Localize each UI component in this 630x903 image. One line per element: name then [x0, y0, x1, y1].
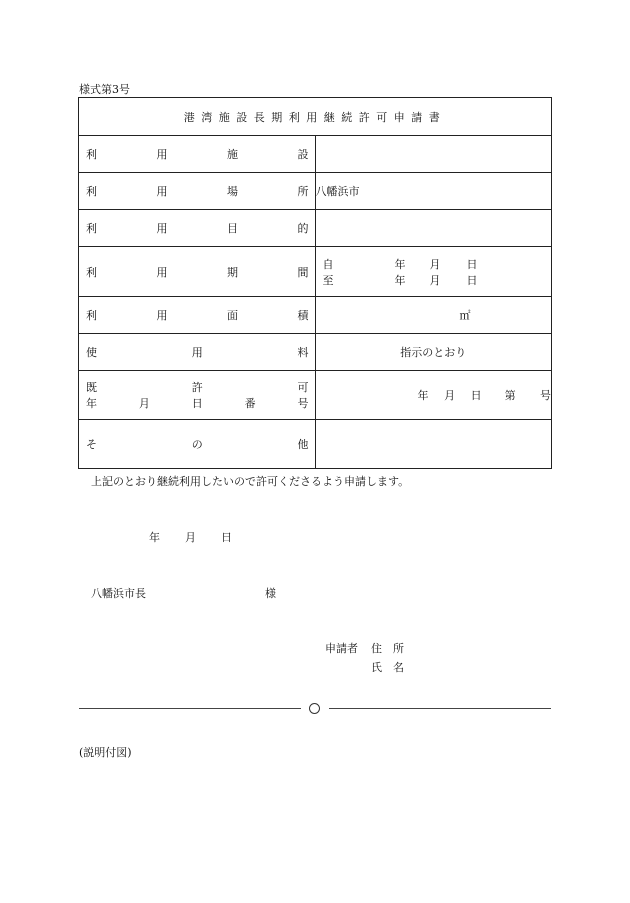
period-end: 至 年 月 日	[322, 273, 478, 287]
addressee-name: 八幡浜市長	[91, 587, 146, 600]
facility-value[interactable]	[315, 136, 552, 173]
period-row	[79, 247, 552, 297]
form-title: 港湾施設長期利用継続許可申請書	[183, 110, 447, 124]
applicant-label: 申請者	[325, 642, 358, 655]
prior-permit-label-line2: 年 月 日 番 号	[86, 397, 309, 410]
form-number: 様式第3号	[79, 83, 130, 96]
period-label: 利 用 期 間	[86, 265, 309, 279]
cut-line-circle-icon	[309, 703, 320, 714]
other-label: そ の 他	[86, 438, 309, 451]
prior-permit-label-line1: 既 許 可	[86, 381, 309, 394]
fee-value: 指示のとおり	[315, 334, 552, 371]
place-value[interactable]: 八幡浜市	[315, 173, 552, 210]
period-start: 自 年 月 日	[322, 257, 478, 271]
area-unit: ㎡	[459, 309, 471, 322]
other-value[interactable]	[315, 420, 552, 469]
date-month: 月	[185, 531, 196, 544]
cut-line-left	[79, 708, 301, 709]
purpose-value[interactable]	[315, 210, 552, 247]
prior-permit-row	[79, 371, 552, 420]
facility-row	[79, 136, 552, 173]
other-row	[79, 420, 552, 469]
cut-line-right	[329, 708, 551, 709]
date-year: 年	[149, 531, 160, 544]
place-label: 利 用 場 所	[86, 185, 309, 198]
place-row	[79, 173, 552, 210]
purpose-row	[79, 210, 552, 247]
fee-row	[79, 334, 552, 371]
statement: 上記のとおり継続利用したいので許可くださるよう申請します。	[91, 475, 410, 488]
facility-label: 利 用 施 設	[86, 148, 309, 161]
purpose-label: 利 用 目 的	[86, 222, 309, 235]
addressee-honorific: 様	[265, 587, 276, 600]
applicant-name-label: 氏 名	[371, 661, 404, 674]
applicant-address-label: 住 所	[371, 642, 404, 655]
date-day: 日	[221, 531, 232, 544]
attachment-note: (説明付図)	[79, 746, 132, 759]
area-value[interactable]	[315, 297, 552, 334]
area-label: 利 用 面 積	[86, 309, 309, 322]
prior-permit-value[interactable]: 年 月 日 第 号	[315, 371, 552, 420]
area-row	[79, 297, 552, 334]
period-value[interactable]	[315, 247, 552, 297]
application-form-table	[78, 97, 552, 469]
fee-label: 使 用 料	[86, 346, 309, 359]
title-row	[79, 98, 552, 136]
